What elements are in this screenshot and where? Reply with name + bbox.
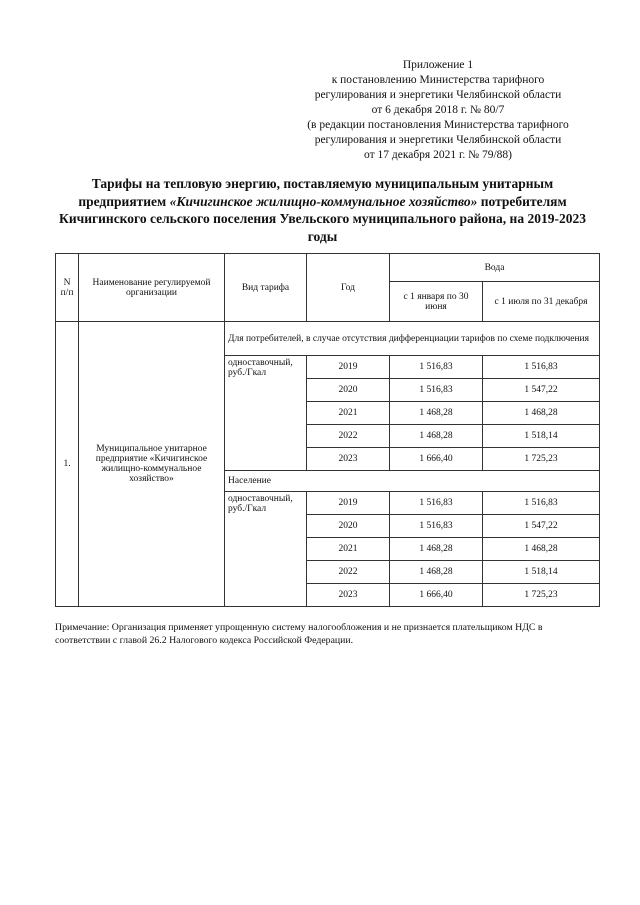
tariffs-table: [55, 253, 600, 607]
value-cell: 1 725,23: [483, 448, 600, 471]
value-cell: 1 516,83: [390, 492, 483, 515]
appendix-line: регулирования и энергетики Челябинской области: [314, 89, 562, 101]
value-cell: 1 516,83: [390, 515, 483, 538]
row-number: 1.: [56, 322, 79, 607]
value-cell: 1 468,28: [390, 538, 483, 561]
appendix-line: от 6 декабря 2018 г. № 80/7: [371, 104, 505, 116]
value-cell: 1 518,14: [483, 561, 600, 584]
value-cell: 1 468,28: [390, 402, 483, 425]
value-cell: 1 468,28: [483, 538, 600, 561]
year-cell: 2022: [307, 561, 390, 584]
value-cell: 1 516,83: [483, 356, 600, 379]
tariff-type: одноставочный, руб./Гкал: [225, 492, 307, 607]
header-water: Вода: [390, 254, 600, 282]
year-cell: 2021: [307, 402, 390, 425]
title-part4: потребителям Кичигинского сельского поселения Увельского муниципального района, на 2019-2023 годы: [59, 193, 586, 244]
appendix-line: от 17 декабря 2021 г. № 79/88): [363, 149, 513, 161]
year-cell: 2020: [307, 379, 390, 402]
header-period1: с 1 января по 30 июня: [390, 282, 483, 322]
header-period2: с 1 июля по 31 декабря: [483, 282, 600, 322]
title-org-name: «Кичигинское жилищно-коммунальное хозяйство»: [169, 193, 478, 209]
footnote: Примечание: Организация применяет упрощенную систему налогообложения и не признается плательщиком НДС в соответствии с главой 26.2 Налогового кодекса Российской Федерации.: [55, 622, 543, 646]
title-part1: Тарифы на тепловую энергию, поставляемую муниципальным унитарным: [91, 176, 554, 191]
year-cell: 2023: [307, 448, 390, 471]
header-org: Наименование регулируемой организации: [79, 254, 225, 322]
appendix-line: регулирования и энергетики Челябинской области: [314, 134, 562, 146]
value-cell: 1 468,28: [390, 561, 483, 584]
value-cell: 1 725,23: [483, 584, 600, 607]
org-name: Муниципальное унитарное предприятие «Кичигинское жилищно-коммунальное хозяйство»: [79, 322, 225, 607]
value-cell: 1 666,40: [390, 584, 483, 607]
appendix-line: к постановлению Министерства тарифного: [331, 74, 545, 86]
section-title: Для потребителей, в случае отсутствия дифференциации тарифов по схеме подключения: [225, 322, 600, 356]
header-num: N п/п: [56, 254, 79, 322]
value-cell: 1 547,22: [483, 379, 600, 402]
year-cell: 2022: [307, 425, 390, 448]
header-tariff-type: Вид тарифа: [225, 254, 307, 322]
value-cell: 1 547,22: [483, 515, 600, 538]
tariff-type: одноставочный, руб./Гкал: [225, 356, 307, 471]
appendix-line: (в редакции постановления Министерства тарифного: [307, 119, 569, 131]
year-cell: 2020: [307, 515, 390, 538]
title-part2: предприятием: [78, 193, 167, 209]
year-cell: 2019: [307, 356, 390, 379]
value-cell: 1 468,28: [390, 425, 483, 448]
section-title: Население: [225, 471, 600, 492]
appendix-block: [278, 58, 598, 163]
value-cell: 1 468,28: [483, 402, 600, 425]
year-cell: 2021: [307, 538, 390, 561]
value-cell: 1 516,83: [390, 379, 483, 402]
value-cell: 1 516,83: [390, 356, 483, 379]
document-title: [55, 175, 590, 245]
value-cell: 1 666,40: [390, 448, 483, 471]
value-cell: 1 518,14: [483, 425, 600, 448]
appendix-line: Приложение 1: [402, 59, 474, 71]
value-cell: 1 516,83: [483, 492, 600, 515]
year-cell: 2023: [307, 584, 390, 607]
year-cell: 2019: [307, 492, 390, 515]
header-year: Год: [307, 254, 390, 322]
